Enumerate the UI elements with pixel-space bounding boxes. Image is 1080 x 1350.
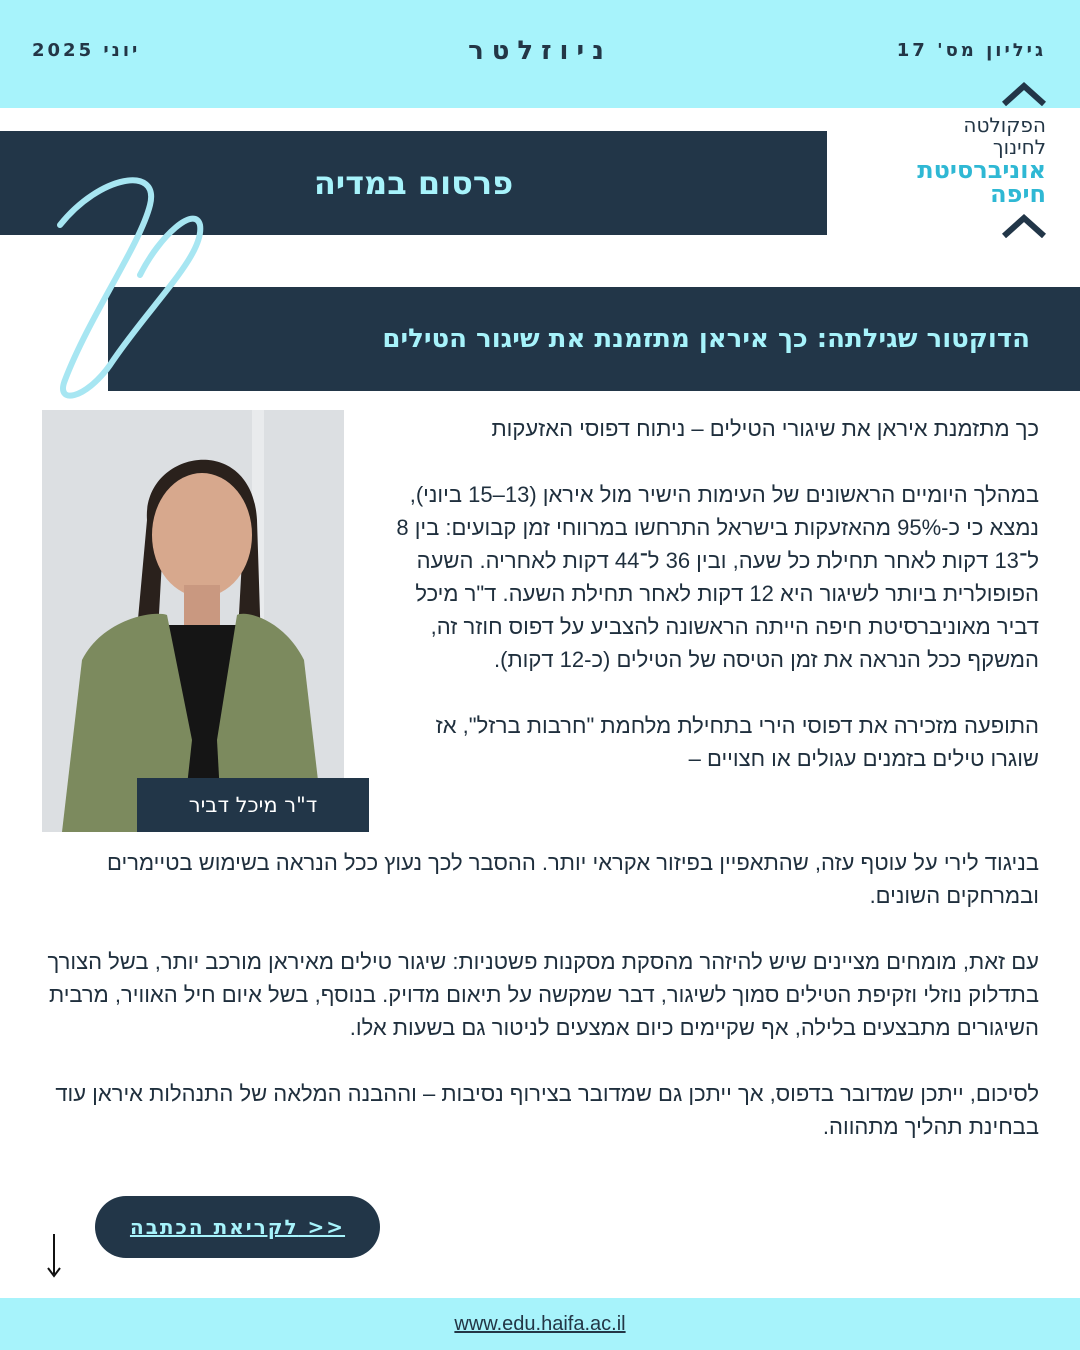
photo-caption (137, 778, 369, 832)
article-paragraph: עם זאת, מומחים מציינים שיש להיזהר מהסקת מסקנות פשטניות: שיגור טילים מאיראן מורכב יותר, בשל הצורך בתדלוק נוזלי וזקיפת הטילים סמוך לשיגור, דבר שמקשה על תיאום מדויק. בנוסף, בשל איום חיל האוויר, מרבית השיגורים מתבצעים בלילה, אף שקיימים כיום אמצעים לניטור גם בשעות אלו. (47, 949, 1039, 1040)
faculty-logo (916, 80, 1046, 240)
read-article-button[interactable] (95, 1196, 380, 1258)
headline-banner (108, 287, 1080, 391)
read-article-label[interactable]: לקריאת הכתבה >> (129, 1215, 346, 1239)
chevron-icon (1002, 80, 1046, 106)
logo-university-line2: חיפה (990, 180, 1046, 208)
article-intro: כך מתזמנת איראן את שיגורי הטילים – ניתוח דפוסי האזעקות (491, 416, 1039, 441)
photo-caption-text: ד"ר מיכל דביר (188, 793, 318, 817)
article-headline: הדוקטור שגילתה: כך איראן מתזמנת את שיגור הטילים (382, 324, 1030, 354)
article-paragraph: התופעה מזכירה את דפוסי הירי בתחילת מלחמת "חרבות ברזל", אז שוגרו טילים בזמנים עגולים או חצויים – (435, 713, 1039, 771)
chevron-icon (1002, 212, 1046, 238)
article-body-top (384, 412, 1039, 775)
logo-university-line1: אוניברסיטת (917, 156, 1046, 184)
article-paragraph: בניגוד לירי על עוטף עזה, שהתאפיין בפיזור אקראי יותר. ההסבר לכך נעוץ ככל הנראה בשימוש בטיימרים ובמרחקים השונים. (107, 850, 1039, 908)
logo-faculty-line2: לחינוך (992, 135, 1046, 159)
newsletter-title: ניוזלטר (468, 36, 612, 66)
logo-faculty-line1: הפקולטה (963, 113, 1046, 137)
footer-band (0, 1298, 1080, 1350)
swirl-decoration-icon (30, 165, 250, 410)
arrow-down-icon (44, 1232, 64, 1280)
article-body-bottom (44, 846, 1039, 1143)
portrait-photo (42, 410, 344, 832)
issue-number: גיליון מס' 17 (896, 40, 1046, 61)
article-paragraph: במהלך היומיים הראשונים של העימות הישיר מול איראן (13–15 ביוני), נמצא כי כ-95% מהאזעקות בישראל התרחשו במרווחי זמן קבועים: בין 8 ל־13 דקות לאחר תחילת כל שעה, ובין 36 ל־44 דקות לאחריה. השעה הפופולרית ביותר לשיגור היא 12 דקות לאחר תחילת השעה. ד"ר מיכל דביר מאוניברסיטת חיפה הייתה הראשונה להצביע על דפוס חוזר זה, המשקף ככל הנראה את זמן הטיסה של הטילים (כ-12 דקות). (396, 482, 1039, 672)
issue-date: יוני 2025 (32, 40, 141, 61)
section-title: פרסום במדיה (313, 164, 514, 202)
article-paragraph: לסיכום, ייתכן שמדובר בדפוס, אך ייתכן גם שמדובר בצירוף נסיבות – וההבנה המלאה של התנהלות איראן עוד בבחינת תהליך מתהווה. (55, 1081, 1039, 1139)
website-link[interactable]: www.edu.haifa.ac.il (454, 1312, 626, 1335)
